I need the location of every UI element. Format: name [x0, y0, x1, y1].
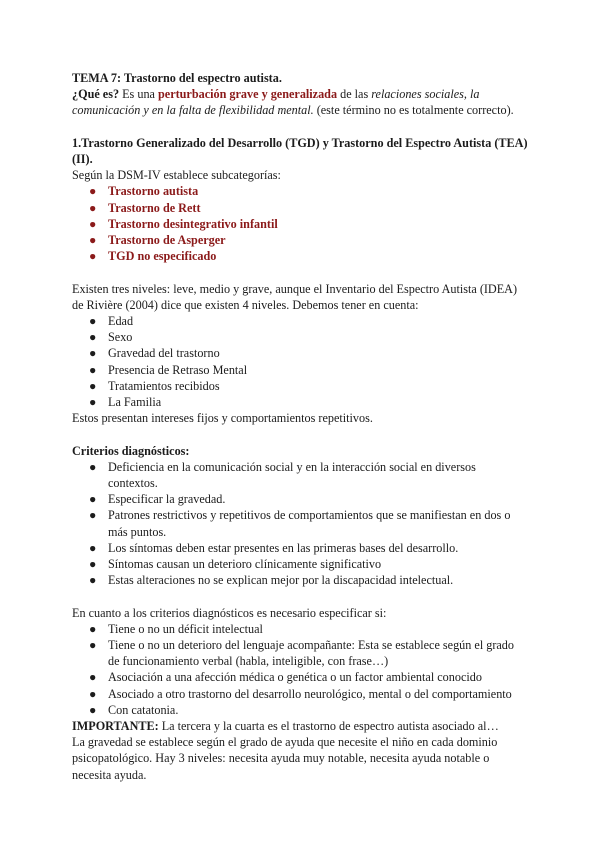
list-item-text: Asociación a una afección médica o genética o un factor ambiental conocido: [108, 670, 482, 685]
bullet-icon: ●: [89, 362, 97, 377]
list-item-text: Trastorno de Asperger: [108, 233, 226, 248]
intro-highlight: perturbación grave y generalizada: [158, 87, 338, 102]
criteria-list: [72, 459, 528, 589]
list-item-text: Tratamientos recibidos: [108, 378, 220, 393]
bullet-icon: ●: [89, 621, 97, 636]
list-item-text: Tiene o no un déficit intelectual: [108, 621, 263, 636]
list-item: [72, 572, 528, 588]
page-title: TEMA 7: Trastorno del espectro autista.: [72, 71, 282, 85]
bullet-icon: ●: [89, 346, 97, 361]
list-item: [72, 637, 528, 669]
list-item: [72, 329, 528, 345]
bullet-icon: ●: [89, 216, 97, 231]
list-item: [72, 362, 528, 378]
specify-lead: En cuanto a los criterios diagnósticos es necesario especificar si:: [72, 605, 387, 620]
list-item-text: Especificar la gravedad.: [108, 492, 226, 507]
bullet-icon: ●: [89, 233, 97, 248]
list-item-text: Sexo: [108, 330, 133, 345]
list-item: [72, 183, 528, 199]
list-item-text: Trastorno desintegrativo infantil: [108, 216, 278, 231]
list-item: [72, 556, 528, 572]
list-item: [72, 507, 528, 539]
levels-paragraph: Existen tres niveles: leve, medio y grave, aunque el Inventario del Espectro Autista (IDEA) de Rivière (2004) dice que existen 4 niveles. Debemos tener en cuenta:: [72, 281, 518, 312]
list-item-text: Tiene o no un deterioro del lenguaje acompañante: Esta se establece según el grado de funcionamiento verbal (habla, inteligible, con frase…): [108, 638, 514, 669]
intro-italic: relaciones sociales, la comunicación y en la falta de flexibilidad mental.: [72, 87, 480, 118]
bullet-icon: ●: [89, 184, 97, 199]
list-item-text: Gravedad del trastorno: [108, 346, 220, 361]
bullet-icon: ●: [89, 314, 97, 329]
list-item-text: Presencia de Retraso Mental: [108, 362, 248, 377]
factor-list: [72, 313, 528, 410]
list-item-text: Deficiencia en la comunicación social y en la interacción social en diversos contextos.: [108, 459, 476, 491]
list-item: [72, 621, 528, 637]
section1-lead: Según la DSM-IV establece subcategorías:: [72, 168, 281, 183]
gravity-paragraph: La gravedad se establece según el grado de ayuda que necesite el niño en cada dominio psicopatológico. Hay 3 niveles: necesita ayuda muy notable, necesita ayuda notable o necesita ayuda.: [72, 735, 498, 782]
bullet-icon: ●: [89, 395, 97, 410]
list-item: [72, 669, 528, 685]
list-item: [72, 702, 528, 718]
list-item: [72, 686, 528, 702]
important-paragraph: IMPORTANTE: La tercera y la cuarta es el trastorno de espectro autista asociado al…: [72, 719, 499, 734]
list-item-text: TGD no especificado: [108, 249, 217, 264]
list-item: [72, 313, 528, 329]
bullet-icon: ●: [89, 459, 97, 474]
bullet-icon: ●: [89, 378, 97, 393]
interests-paragraph: Estos presentan intereses fijos y comportamientos repetitivos.: [72, 411, 373, 426]
list-item-text: Edad: [108, 314, 134, 329]
list-item: [72, 459, 528, 491]
list-item: [72, 378, 528, 394]
bullet-icon: ●: [89, 702, 97, 717]
list-item-text: Estas alteraciones no se explican mejor por la discapacidad intelectual.: [108, 573, 454, 588]
criteria-heading: Criterios diagnósticos:: [72, 443, 190, 458]
intro-question: ¿Qué es?: [72, 87, 120, 102]
bullet-icon: ●: [89, 686, 97, 701]
intro-paragraph: ¿Qué es? Es una perturbación grave y generalizada de las relaciones sociales, la comunicación y en la falta de flexibilidad mental. (este término no es totalmente correcto).: [72, 87, 514, 118]
bullet-icon: ●: [89, 573, 97, 588]
bullet-icon: ●: [89, 330, 97, 345]
bullet-icon: ●: [89, 540, 97, 555]
list-item-text: Con catatonia.: [108, 702, 179, 717]
bullet-icon: ●: [89, 508, 97, 523]
list-item: [72, 216, 528, 232]
document-page: [72, 70, 528, 783]
list-item-text: Trastorno autista: [108, 184, 199, 199]
list-item: [72, 491, 528, 507]
list-item-text: Trastorno de Rett: [108, 200, 201, 215]
bullet-icon: ●: [89, 638, 97, 653]
list-item: [72, 540, 528, 556]
list-item: [72, 248, 528, 264]
list-item: [72, 232, 528, 248]
list-item-text: Los síntomas deben estar presentes en las primeras bases del desarrollo.: [108, 540, 459, 555]
list-item: [72, 394, 528, 410]
specify-list: [72, 621, 528, 718]
bullet-icon: ●: [89, 557, 97, 572]
list-item: [72, 345, 528, 361]
subcategory-list: [72, 183, 528, 264]
bullet-icon: ●: [89, 492, 97, 507]
important-label: IMPORTANTE:: [72, 719, 159, 734]
list-item-text: Patrones restrictivos y repetitivos de comportamientos que se manifiestan en dos o más puntos.: [108, 508, 511, 539]
list-item-text: Síntomas causan un deterioro clínicamente significativo: [108, 557, 382, 572]
bullet-icon: ●: [89, 670, 97, 685]
bullet-icon: ●: [89, 200, 97, 215]
section1-heading: 1.Trastorno Generalizado del Desarrollo (TGD) y Trastorno del Espectro Autista (TEA) (II).: [72, 135, 528, 166]
bullet-icon: ●: [89, 249, 97, 264]
list-item-text: Asociado a otro trastorno del desarrollo neurológico, mental o del comportamiento: [108, 686, 512, 701]
list-item: [72, 200, 528, 216]
list-item-text: La Familia: [108, 395, 162, 410]
